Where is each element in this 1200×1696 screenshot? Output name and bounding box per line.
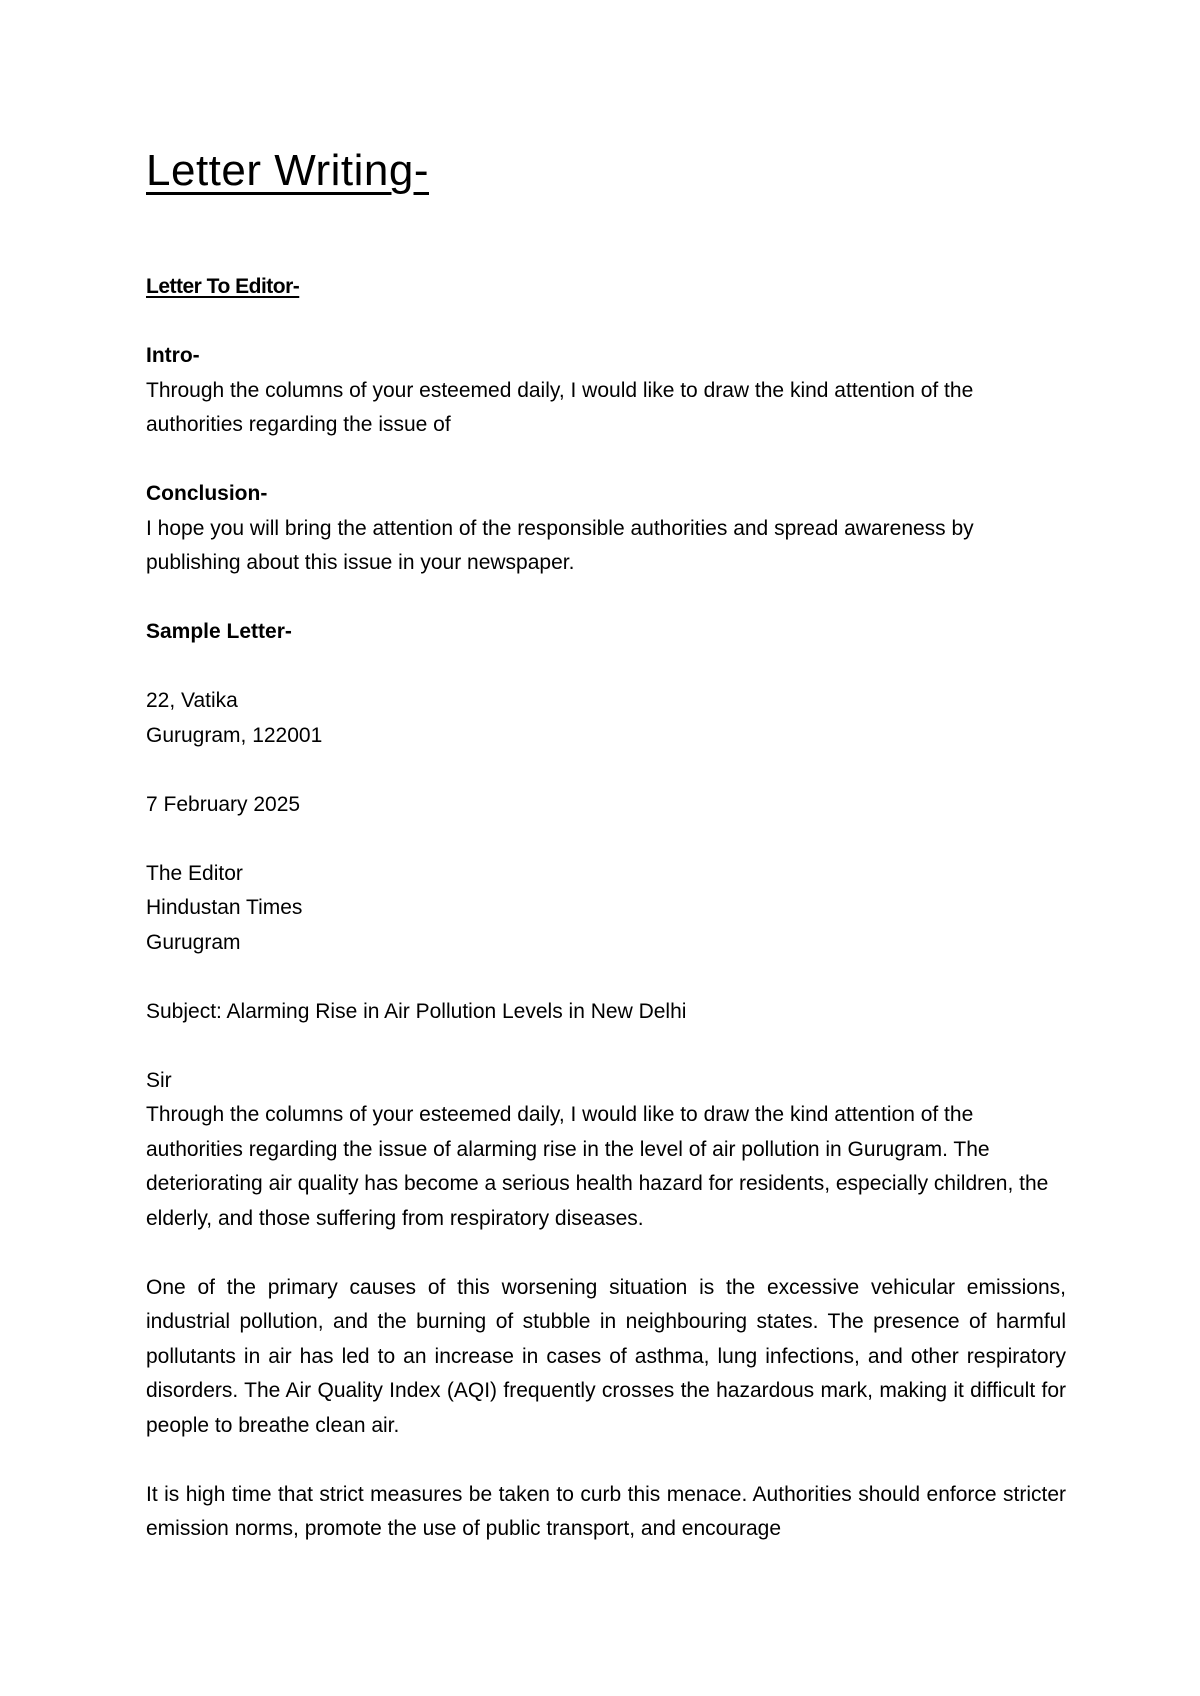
section-subheading [146, 270, 1066, 305]
recipient-line2: Hindustan Times [146, 896, 303, 919]
letter-subject: Subject: Alarming Rise in Air Pollution Levels in New Delhi [146, 999, 687, 1023]
recipient-line3: Gurugram [146, 930, 241, 954]
intro-label: Intro- [146, 344, 200, 367]
body-paragraph-3: It is high time that strict measures be taken to curb this menace. Authorities should enforce stricter emission norms, promote the use of public transport, and encourage [146, 1482, 1066, 1540]
body-paragraph-2: One of the primary causes of this worsening situation is the excessive vehicular emissions, industrial pollution, and the burning of stubble in neighbouring states. The presence of harmful pollutants in air has led to an increase in cases of asthma, lung infections, and other respiratory disorders. The Air Quality Index (AQI) frequently crosses the hazardous mark, making it difficult for people to breathe clean air. [146, 1275, 1066, 1437]
page-title: Letter Writing- [146, 146, 429, 195]
sender-address-line1: 22, Vatika [146, 689, 238, 712]
salutation: Sir [146, 1068, 172, 1092]
recipient-line1: The Editor [146, 861, 243, 885]
sample-letter-label: Sample Letter- [146, 620, 292, 643]
document-content [146, 270, 1066, 1581]
body-paragraph-1: Through the columns of your esteemed daily, I would like to draw the kind attention of the authorities regarding the issue of alarming rise in the level of air pollution in Gurugram. The deteriorating air quality has become a serious health hazard for residents, especially children, the elderly, and those suffering from respiratory diseases. [146, 1103, 1049, 1230]
sample-letter-section [146, 615, 1066, 650]
conclusion-label: Conclusion- [146, 482, 268, 505]
conclusion-section [146, 477, 1066, 581]
conclusion-text: I hope you will bring the attention of the responsible authorities and spread awareness by publishing about this issue in your newspaper. [146, 516, 974, 574]
letter-opening [146, 1064, 1066, 1237]
sender-address [146, 684, 1066, 753]
intro-text: Through the columns of your esteemed daily, I would like to draw the kind attention of the authorities regarding the issue of [146, 378, 974, 436]
sender-address-line2: Gurugram, 122001 [146, 723, 323, 747]
recipient-address [146, 857, 1066, 961]
letter-date: 7 February 2025 [146, 792, 301, 816]
intro-section [146, 339, 1066, 443]
letter-to-editor-heading: Letter To Editor- [146, 275, 300, 298]
